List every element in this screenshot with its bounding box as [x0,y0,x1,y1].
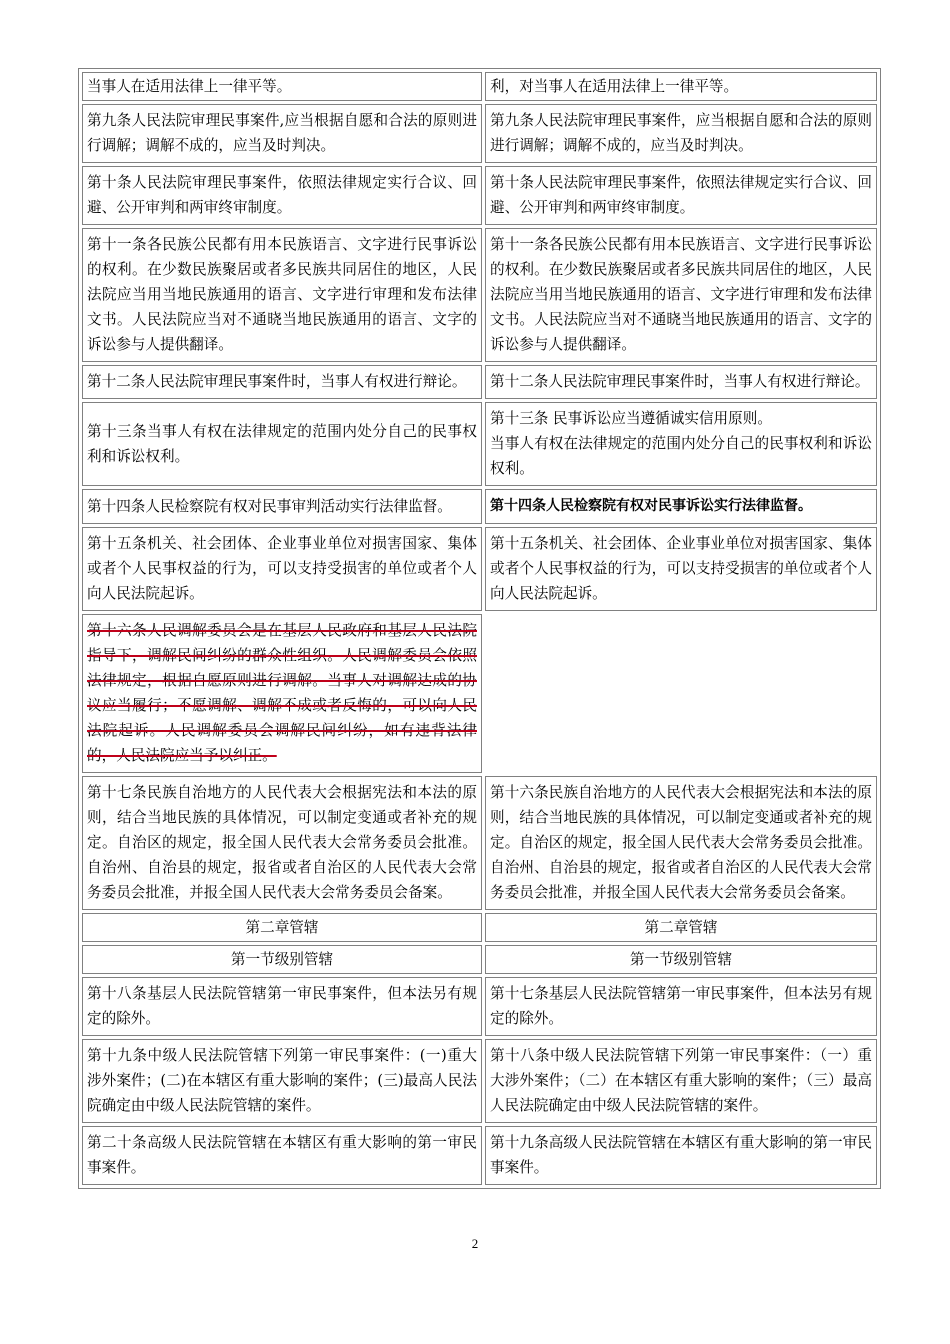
deleted-text: 第十六条人民调解委员会是在基层人民政府和基层人民法院指导下，调解民间纠纷的群众性组织。人民调解委员会依照法律规定，根据自愿原则进行调解。当事人对调解达成的协议应当履行；不愿调解、调解不成或者反悔的，可以向人民法院起诉。人民调解委员会调解民间纠纷，如有违背法律的，人民法院应当予以纠正。 [87,622,477,764]
table-row [82,913,877,942]
page-number: 2 [471,1236,479,1251]
table-row [82,977,877,1036]
new-text-cell: 利，对当事人在适用法律上一律平等。 [485,72,877,101]
new-text-line: 当事人有权在法律规定的范围内处分自己的民事权利和诉讼权利。 [490,435,872,477]
old-text-cell: 第十一条各民族公民都有用本民族语言、文字进行民事诉讼的权利。在少数民族聚居或者多民族共同居住的地区，人民法院应当用当地民族通用的语言、文字进行审理和发布法律文书。人民法院应当对不通晓当地民族通用的语言、文字的诉讼参与人提供翻译。 [82,228,482,362]
table-row [82,1126,877,1185]
comparison-table [78,68,881,1189]
chapter-heading: 第二章管辖 [82,913,482,942]
comparison-page [78,68,876,1189]
new-text-cell [485,489,877,524]
old-text-cell: 当事人在适用法律上一律平等。 [82,72,482,101]
new-text-cell: 第九条人民法院审理民事案件，应当根据自愿和合法的原则进行调解；调解不成的，应当及时判决。 [485,104,877,163]
table-row [82,527,877,611]
section-heading: 第一节级别管辖 [485,945,877,974]
old-text-cell: 第十九条中级人民法院管辖下列第一审民事案件：(一)重大涉外案件；(二)在本辖区有重大影响的案件；(三)最高人民法院确定由中级人民法院管辖的案件。 [82,1039,482,1123]
table-row [82,489,877,524]
old-text-cell: 第二十条高级人民法院管辖在本辖区有重大影响的第一审民事案件。 [82,1126,482,1185]
new-text-cell: 第十条人民法院审理民事案件，依照法律规定实行合议、回避、公开审判和两审终审制度。 [485,166,877,225]
old-text-cell: 第十五条机关、社会团体、企业事业单位对损害国家、集体或者个人民事权益的行为，可以支持受损害的单位或者个人向人民法院起诉。 [82,527,482,611]
table-row [82,104,877,163]
table-row [82,1039,877,1123]
table-row [82,614,877,773]
old-text-cell: 第十四条人民检察院有权对民事审判活动实行法律监督。 [82,489,482,524]
new-text-cell [485,402,877,486]
table-row [82,228,877,362]
section-heading: 第一节级别管辖 [82,945,482,974]
new-text-cell: 第十五条机关、社会团体、企业事业单位对损害国家、集体或者个人民事权益的行为，可以支持受损害的单位或者个人向人民法院起诉。 [485,527,877,611]
chapter-heading: 第二章管辖 [485,913,877,942]
old-text-cell-deleted [82,614,482,773]
new-text-cell: 第十二条人民法院审理民事案件时，当事人有权进行辩论。 [485,365,877,399]
table-row [82,72,877,101]
old-text-cell: 第十七条民族自治地方的人民代表大会根据宪法和本法的原则，结合当地民族的具体情况，可以制定变通或者补充的规定。自治区的规定，报全国人民代表大会常务委员会批准。自治州、自治县的规定，报省或者自治区的人民代表大会常务委员会批准，并报全国人民代表大会常务委员会备案。 [82,776,482,910]
new-text-cell: 第十九条高级人民法院管辖在本辖区有重大影响的第一审民事案件。 [485,1126,877,1185]
table-row [82,365,877,399]
old-text-cell: 第十条人民法院审理民事案件，依照法律规定实行合议、回避、公开审判和两审终审制度。 [82,166,482,225]
old-text-cell: 第九条人民法院审理民事案件,应当根据自愿和合法的原则进行调解；调解不成的，应当及时判决。 [82,104,482,163]
old-text-cell: 第十二条人民法院审理民事案件时，当事人有权进行辩论。 [82,365,482,399]
table-row [82,166,877,225]
new-text-cell: 第十一条各民族公民都有用本民族语言、文字进行民事诉讼的权利。在少数民族聚居或者多民族共同居住的地区，人民法院应当用当地民族通用的语言、文字进行审理和发布法律文书。人民法院应当对不通晓当地民族通用的语言、文字的诉讼参与人提供翻译。 [485,228,877,362]
new-text-cell: 第十八条中级人民法院管辖下列第一审民事案件：（一）重大涉外案件；（二）在本辖区有重大影响的案件；（三）最高人民法院确定由中级人民法院管辖的案件。 [485,1039,877,1123]
table-row [82,945,877,974]
table-row [82,402,877,486]
new-text-cell: 第十七条基层人民法院管辖第一审民事案件，但本法另有规定的除外。 [485,977,877,1036]
old-text-cell: 第十三条当事人有权在法律规定的范围内处分自己的民事权利和诉讼权利。 [82,402,482,486]
new-text-bold: 第十四条人民检察院有权对民事诉讼实行法律监督。 [490,498,812,514]
table-row [82,776,877,910]
new-text-cell: 第十六条民族自治地方的人民代表大会根据宪法和本法的原则，结合当地民族的具体情况，可以制定变通或者补充的规定。自治区的规定，报全国人民代表大会常务委员会批准。自治州、自治县的规定，报省或者自治区的人民代表大会常务委员会批准，并报全国人民代表大会常务委员会备案。 [485,776,877,910]
new-text-cell-empty [485,614,877,773]
old-text-cell: 第十八条基层人民法院管辖第一审民事案件，但本法另有规定的除外。 [82,977,482,1036]
new-text-line: 第十三条 民事诉讼应当遵循诚实信用原则。 [490,410,772,427]
